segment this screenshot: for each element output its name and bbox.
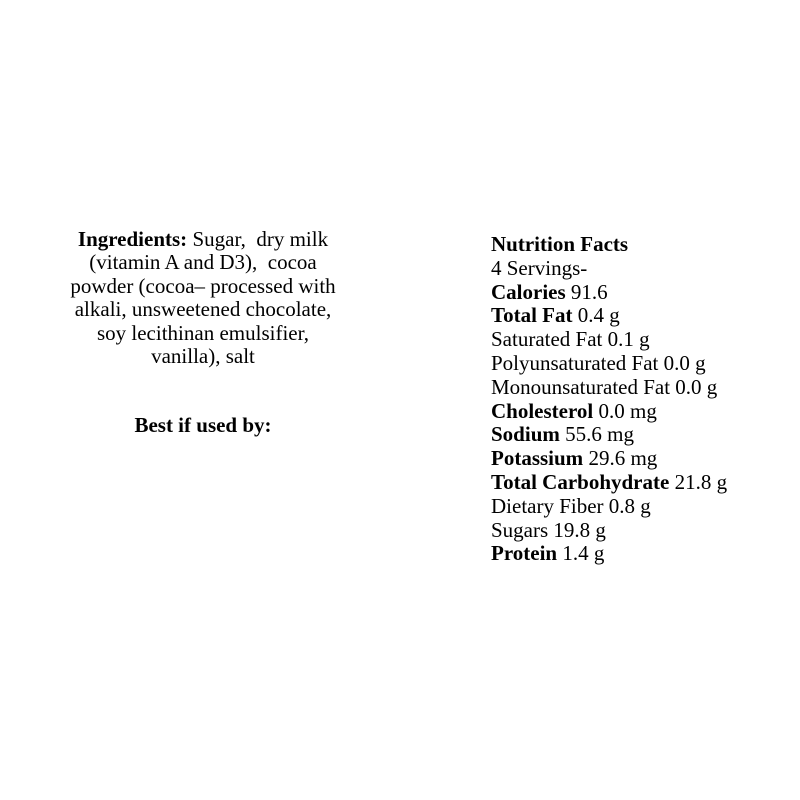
nutrition-row-value: 29.6 mg — [583, 446, 658, 471]
ingredients-line — [40, 228, 366, 251]
nutrition-row — [491, 471, 776, 495]
nutrition-row — [491, 519, 776, 543]
nutrition-row — [491, 281, 776, 305]
ingredients-line: (vitamin A and D3), cocoa — [89, 250, 317, 275]
nutrition-row-label: Nutrition Facts — [491, 232, 629, 256]
nutrition-row-label: Sodium — [491, 422, 560, 447]
nutrition-facts-block — [491, 233, 776, 566]
nutrition-row-value: Sugars 19.8 g — [491, 517, 606, 542]
ingredients-line: alkali, unsweetened chocolate, — [74, 297, 332, 322]
nutrition-row — [491, 542, 776, 566]
ingredients-line: soy lecithinan emulsifier, — [96, 320, 310, 345]
nutrition-row — [491, 447, 776, 471]
nutrition-row-value: 4 Servings- — [491, 255, 588, 280]
nutrition-row — [491, 423, 776, 447]
best-by-label: Best if used by: — [134, 413, 272, 438]
nutrition-row — [491, 233, 776, 257]
nutrition-row — [491, 304, 776, 328]
nutrition-row-value: 55.6 mg — [559, 422, 634, 447]
nutrition-row — [491, 257, 776, 281]
nutrition-row-value: Dietary Fiber 0.8 g — [491, 493, 651, 518]
nutrition-row-value: Saturated Fat 0.1 g — [491, 327, 650, 352]
nutrition-row-value: 91.6 — [565, 279, 608, 304]
ingredients-line-text: Sugar, dry milk — [187, 227, 329, 251]
nutrition-row-label: Calories — [491, 279, 566, 304]
nutrition-row-label: Total Carbohydrate — [491, 469, 670, 494]
ingredients-line: vanilla), salt — [151, 344, 255, 369]
nutrition-rows — [491, 233, 776, 566]
nutrition-row-label: Protein — [491, 541, 558, 566]
nutrition-row — [491, 495, 776, 519]
nutrition-row-value: 0.0 mg — [593, 398, 657, 423]
nutrition-row — [491, 328, 776, 352]
nutrition-row-label: Potassium — [491, 446, 584, 471]
ingredients-block — [40, 228, 366, 438]
nutrition-row — [491, 400, 776, 424]
nutrition-row-value: 21.8 g — [669, 469, 728, 494]
nutrition-row-value: Monounsaturated Fat 0.0 g — [491, 374, 718, 399]
ingredients-label: Ingredients: — [77, 227, 188, 251]
nutrition-row-label: Total Fat — [491, 303, 573, 328]
nutrition-row — [491, 352, 776, 376]
nutrition-row-value: 0.4 g — [572, 303, 620, 328]
nutrition-row-value: 1.4 g — [557, 541, 605, 566]
nutrition-row-value: Polyunsaturated Fat 0.0 g — [491, 350, 706, 375]
ingredients-line: powder (cocoa– processed with — [70, 273, 336, 298]
nutrition-row — [491, 376, 776, 400]
nutrition-row-label: Cholesterol — [491, 398, 594, 423]
